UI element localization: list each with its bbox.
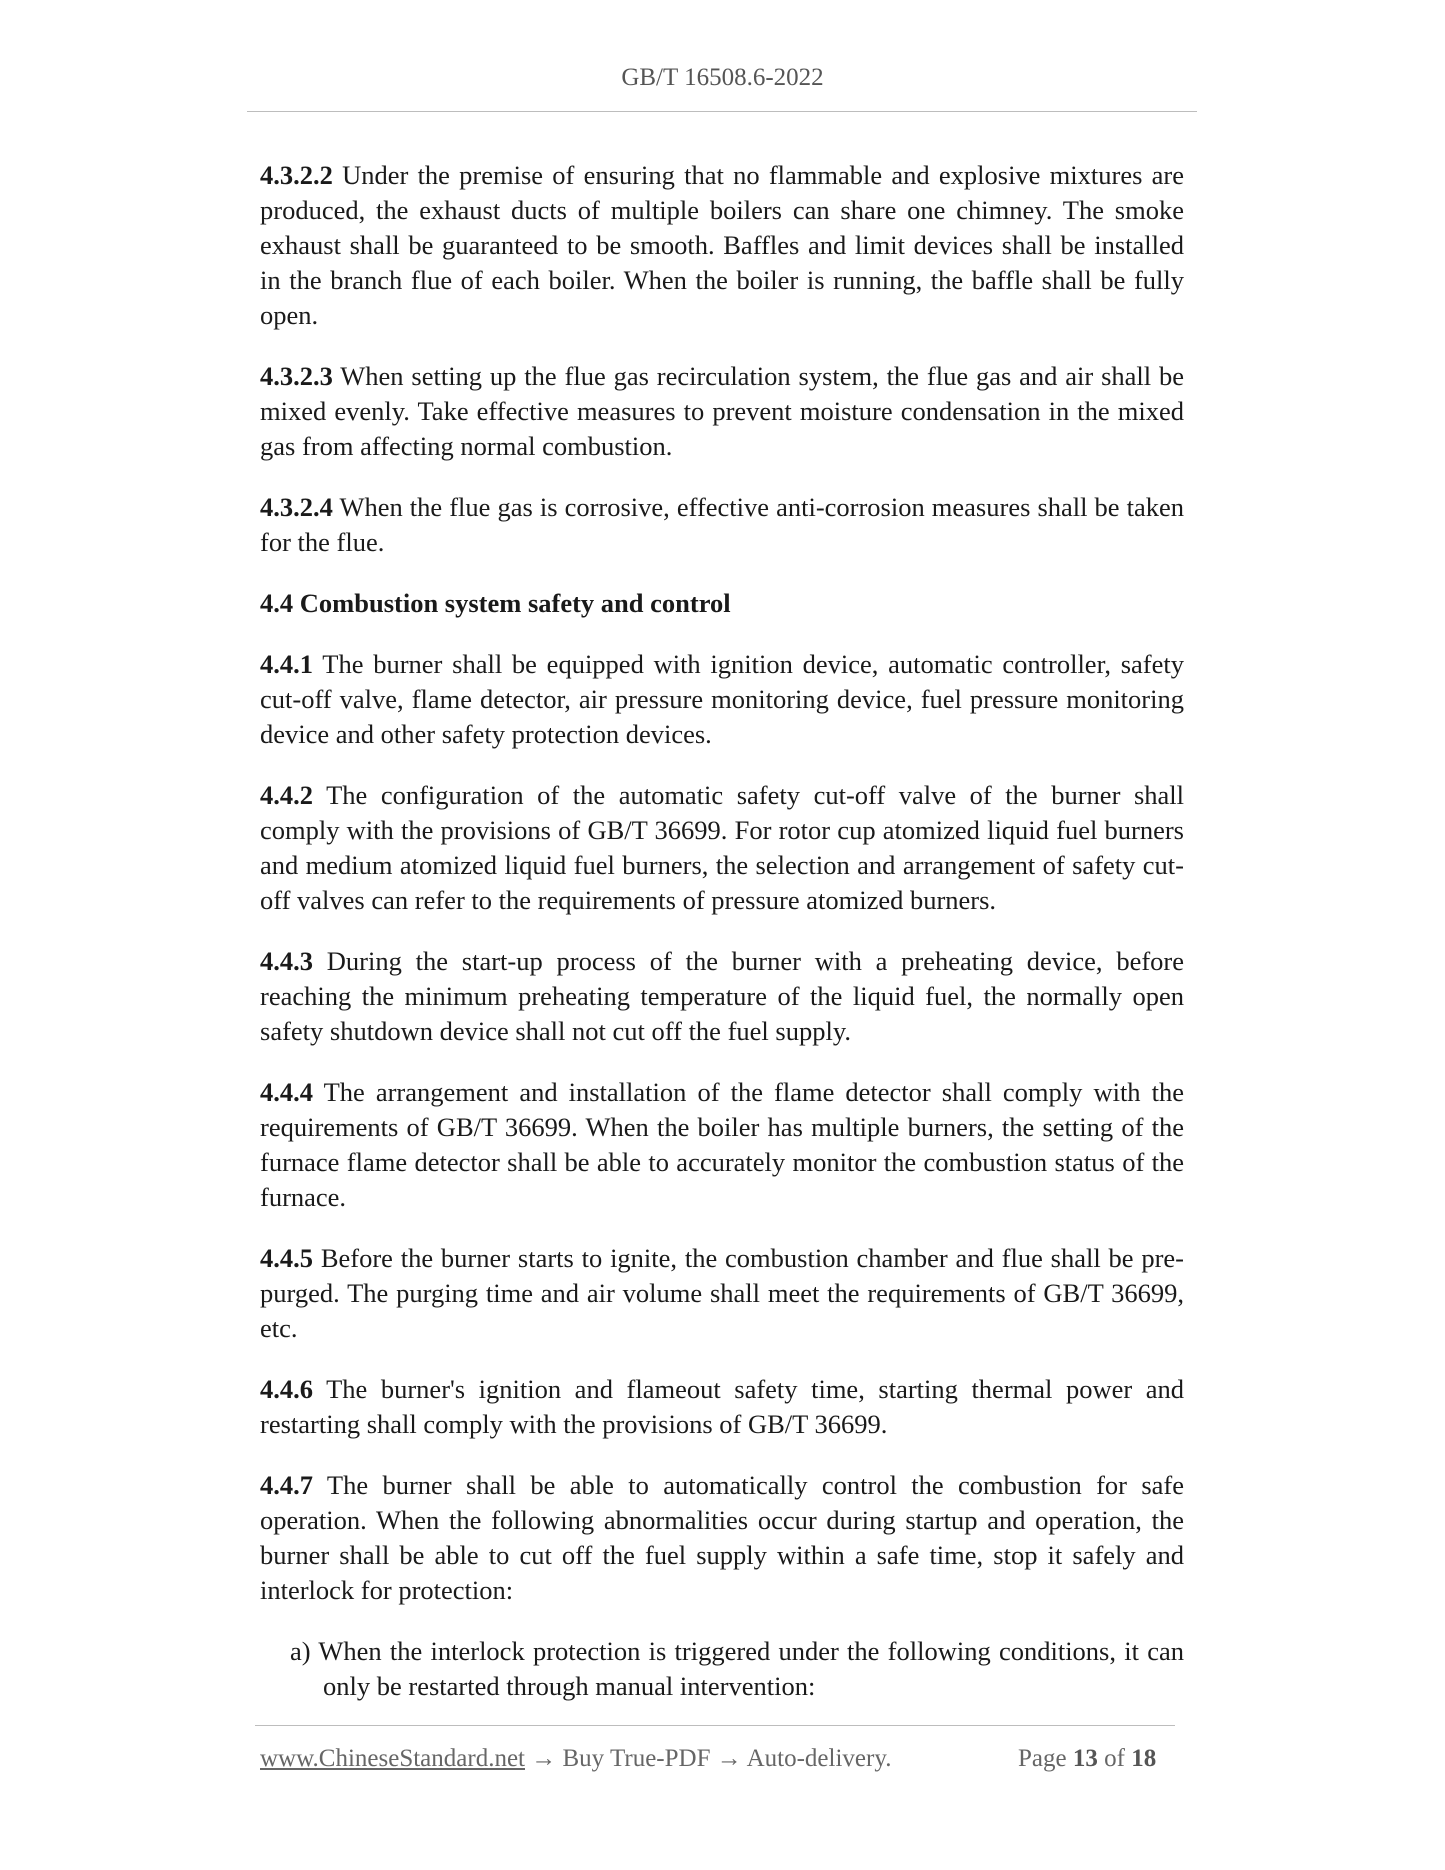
current-page-number: 13: [1072, 1745, 1098, 1772]
clause-number: 4.4.1: [260, 649, 313, 679]
list-marker: a): [290, 1636, 311, 1666]
list-item-text: When the interlock protection is triggered under the following conditions, it can only be restarted through manual intervention:: [310, 1636, 1184, 1701]
page-indicator: [1018, 1745, 1156, 1773]
clause-text: During the start-up process of the burner with a preheating device, before reaching the minimum preheating temperature of the liquid fuel, the normally open safety shutdown device shall not cut off the fuel supply.: [260, 946, 1184, 1046]
clause-number: 4.4.7: [260, 1470, 313, 1500]
clause-number: 4.4.4: [260, 1077, 313, 1107]
clause-number: 4.4.3: [260, 946, 313, 976]
footer-promo-text: → Buy True-PDF → Auto-delivery.: [525, 1745, 892, 1772]
clause-number: 4.4.5: [260, 1243, 313, 1273]
footer-promo: [260, 1745, 891, 1773]
clause-4-3-2-4: [260, 490, 1184, 560]
clause-text: The configuration of the automatic safety cut-off valve of the burner shall comply with the provisions of GB/T 36699. For rotor cup atomized liquid fuel burners and medium atomized liquid fuel burners, the selection and arrangement of safety cut-off valves can refer to the requirements of pressure atomized burners.: [260, 780, 1184, 915]
total-pages-number: 18: [1131, 1745, 1157, 1772]
clause-4-4-3: [260, 944, 1184, 1049]
page-header-title: GB/T 16508.6-2022: [621, 64, 824, 91]
of-label: of: [1104, 1745, 1125, 1772]
document-body: [260, 158, 1184, 1704]
list-item-a: [290, 1634, 1184, 1704]
header-divider: [247, 111, 1197, 112]
section-heading: 4.4 Combustion system safety and control: [260, 588, 731, 618]
clause-number: 4.4.2: [260, 780, 313, 810]
page-label: Page: [1018, 1745, 1067, 1772]
clause-text: The burner shall be able to automatically control the combustion for safe operation. When the following abnormalities occur during startup and operation, the burner shall be able to cut off the fuel supply within a safe time, stop it safely and interlock for protection:: [260, 1470, 1184, 1605]
footer-divider: [255, 1725, 1175, 1726]
clause-number: 4.4.6: [260, 1374, 313, 1404]
clause-4-4-1: [260, 647, 1184, 752]
clause-text: Before the burner starts to ignite, the combustion chamber and flue shall be pre-purged. The purging time and air volume shall meet the requirements of GB/T 36699, etc.: [260, 1243, 1184, 1343]
clause-4-4-7: [260, 1468, 1184, 1608]
clause-4-4-2: [260, 778, 1184, 918]
clause-4-4-6: [260, 1372, 1184, 1442]
clause-4-3-2-2: [260, 158, 1184, 333]
clause-text: The burner shall be equipped with ignition device, automatic controller, safety cut-off valve, flame detector, air pressure monitoring device, fuel pressure monitoring device and other safety protection devices.: [260, 649, 1184, 749]
clause-text: The arrangement and installation of the flame detector shall comply with the requirements of GB/T 36699. When the boiler has multiple burners, the setting of the furnace flame detector shall be able to accurately monitor the combustion status of the furnace.: [260, 1077, 1184, 1212]
clause-text: Under the premise of ensuring that no flammable and explosive mixtures are produced, the exhaust ducts of multiple boilers can share one chimney. The smoke exhaust shall be guaranteed to be smooth. Baffles and limit devices shall be installed in the branch flue of each boiler. When the boiler is running, the baffle shall be fully open.: [260, 160, 1184, 330]
clause-number: 4.3.2.2: [260, 160, 333, 190]
clause-4-3-2-3: [260, 359, 1184, 464]
clause-number: 4.3.2.3: [260, 361, 333, 391]
clause-text: When the flue gas is corrosive, effective anti-corrosion measures shall be taken for the flue.: [260, 492, 1184, 557]
clause-4-4-4: [260, 1075, 1184, 1215]
clause-text: When setting up the flue gas recirculation system, the flue gas and air shall be mixed evenly. Take effective measures to prevent moisture condensation in the mixed gas from affecting normal combustion.: [260, 361, 1184, 461]
website-link[interactable]: www.ChineseStandard.net: [260, 1745, 525, 1772]
clause-4-4-5: [260, 1241, 1184, 1346]
clause-text: The burner's ignition and flameout safety time, starting thermal power and restarting shall comply with the provisions of GB/T 36699.: [260, 1374, 1184, 1439]
clause-number: 4.3.2.4: [260, 492, 333, 522]
